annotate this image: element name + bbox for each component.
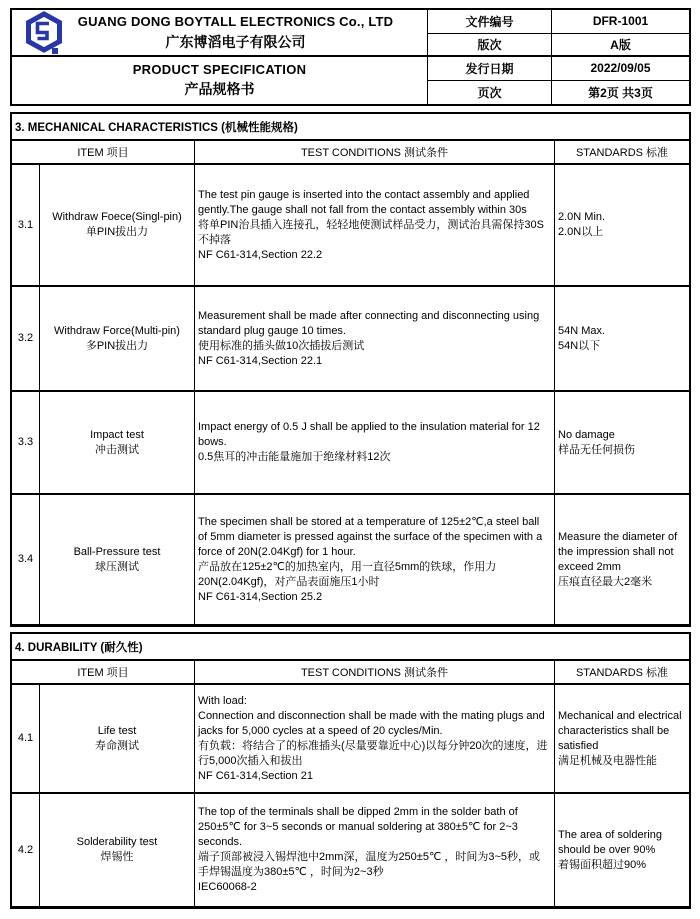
document-title-cell xyxy=(12,57,428,104)
company-name-block xyxy=(64,14,427,52)
item-name-en: Life test xyxy=(97,724,137,737)
item-name-en: Withdraw Force(Multi-pin) xyxy=(54,324,180,337)
condition-line: The test pin gauge is inserted into the contact assembly and applied gently.The gauge shall not fall from the contact assembly within 30s xyxy=(198,188,530,216)
row-number: 4.1 xyxy=(12,685,40,792)
item-name-cell xyxy=(40,495,195,624)
column-header-row xyxy=(12,661,689,685)
meta-label-page: 页次 xyxy=(428,81,552,105)
company-name-cn: 广东博滔电子有限公司 xyxy=(165,33,306,50)
condition-line: Measurement shall be made after connecting and disconnecting using standard plug gauge 10 times. xyxy=(198,309,540,337)
test-conditions-cell xyxy=(195,685,555,792)
item-name-cn: 冲击测试 xyxy=(95,443,139,456)
condition-line: 产品放在125±2℃的加热室内，用一直径5mm的铁球，作用力20N(2.04Kgf)，对产品表面施压1小时 xyxy=(198,560,497,588)
standard-line: The area of soldering should be over 90% xyxy=(558,828,662,856)
meta-value-doc-number: DFR-1001 xyxy=(552,10,689,34)
company-logo xyxy=(24,11,64,55)
condition-line: 将单PIN治具插入连接孔，轻轻地使测试样品受力，测试治具需保持30S不掉落 xyxy=(198,218,544,246)
standard-line: 样品无任何损伤 xyxy=(558,443,635,456)
condition-line: Connection and disconnection shall be made with the mating plugs and jacks for 5,000 cycles at a speed of 20 cycles/Min. xyxy=(198,709,545,737)
standard-line: 2.0N以上 xyxy=(558,226,604,238)
standard-line: 54N Max. xyxy=(558,324,606,337)
section-durability xyxy=(10,632,691,909)
meta-value-revision: A版 xyxy=(552,34,689,58)
standards-cell xyxy=(555,495,689,624)
standard-line: 54N以下 xyxy=(558,339,601,352)
table-row-4-1 xyxy=(12,685,689,794)
row-number: 4.2 xyxy=(12,794,40,906)
item-name-cell xyxy=(40,287,195,390)
item-name-en: Impact test xyxy=(90,428,144,441)
cube-logo-icon xyxy=(24,11,64,55)
row-number: 3.1 xyxy=(12,165,40,285)
column-header-standards: STANDARDS 标准 xyxy=(575,147,669,159)
standard-line: Mechanical and electrical characteristics shall be satisfied xyxy=(558,709,682,752)
condition-line: IEC60068-2 xyxy=(198,881,257,893)
standard-line: 2.0N Min. xyxy=(558,211,606,223)
item-name-en: Withdraw Foece(Singl-pin) xyxy=(52,211,182,223)
column-header-standards: STANDARDS 标准 xyxy=(575,667,669,679)
test-conditions-cell xyxy=(195,287,555,390)
test-conditions-cell xyxy=(195,392,555,493)
standards-cell xyxy=(555,685,689,792)
condition-line: 0.5焦耳的冲击能量施加于绝缘材料12次 xyxy=(198,451,391,463)
document-title-cn: 产品规格书 xyxy=(184,81,255,97)
standard-line: 压痕直径最大2毫米 xyxy=(558,575,653,588)
test-conditions-cell xyxy=(195,495,555,624)
section-title: 4. DURABILITY (耐久性) xyxy=(12,634,689,661)
test-conditions-cell xyxy=(195,165,555,285)
condition-line: Impact energy of 0.5 J shall be applied to the insulation material for 12 bows. xyxy=(198,421,540,448)
item-name-cell xyxy=(40,165,195,285)
item-name-cn: 球压测试 xyxy=(95,560,139,573)
table-row-3-4 xyxy=(12,495,689,624)
row-number: 3.3 xyxy=(12,392,40,493)
condition-line: With load: xyxy=(198,694,247,707)
row-number: 3.2 xyxy=(12,287,40,390)
standards-cell xyxy=(555,392,689,493)
condition-line: NF C61-314,Section 25.2 xyxy=(198,590,323,603)
section-mechanical-characteristics xyxy=(10,112,691,627)
item-name-en: Solderability test xyxy=(76,836,158,848)
section-title: 3. MECHANICAL CHARACTERISTICS (机械性能规格) xyxy=(12,114,689,141)
item-name-cn: 单PIN拔出力 xyxy=(85,226,149,238)
condition-line: NF C61-314,Section 21 xyxy=(198,769,313,782)
item-name-cn: 寿命测试 xyxy=(95,739,139,752)
company-name-en: GUANG DONG BOYTALL ELECTRONICS Co., LTD xyxy=(77,13,394,29)
meta-label-doc-number: 文件编号 xyxy=(428,10,552,34)
row-number: 3.4 xyxy=(12,495,40,624)
table-row-3-3 xyxy=(12,392,689,495)
column-header-conditions: TEST CONDITIONS 测试条件 xyxy=(195,141,555,163)
item-name-cell xyxy=(40,685,195,792)
meta-label-issue-date: 发行日期 xyxy=(428,57,552,81)
table-row-4-2 xyxy=(12,794,689,906)
standard-line: 着锡面积超过90% xyxy=(558,858,647,871)
table-row-3-2 xyxy=(12,287,689,392)
condition-line: NF C61-314,Section 22.2 xyxy=(198,248,323,261)
document-title-en: PRODUCT SPECIFICATION xyxy=(132,62,307,77)
meta-value-issue-date: 2022/09/05 xyxy=(552,57,689,81)
item-name-cell xyxy=(40,392,195,493)
item-name-cn: 焊锡性 xyxy=(100,851,134,863)
column-header-item: ITEM 项目 xyxy=(12,141,195,163)
item-name-cn: 多PIN拔出力 xyxy=(85,339,149,352)
condition-line: The specimen shall be stored at a temperature of 125±2℃,a steel ball of 5mm diameter is pressed against the surface of the specimen with a force of 20N(2.04Kgf) for 1 hour. xyxy=(198,515,543,558)
standard-line: 满足机械及电器性能 xyxy=(558,754,657,767)
condition-line: The top of the terminals shall be dipped 2mm in the solder bath of 250±5℃ for 3~5 seconds or manual soldering at 380±5℃ for 2~3 seconds. xyxy=(198,806,518,848)
meta-label-revision: 版次 xyxy=(428,34,552,58)
column-header-conditions: TEST CONDITIONS 测试条件 xyxy=(195,661,555,683)
document-header-table xyxy=(10,8,691,106)
standards-cell xyxy=(555,165,689,285)
standards-cell xyxy=(555,287,689,390)
condition-line: 使用标准的插头做10次插拔后测试 xyxy=(198,339,365,352)
test-conditions-cell xyxy=(195,794,555,906)
condition-line: NF C61-314,Section 22.1 xyxy=(198,354,323,367)
company-header-cell xyxy=(12,10,428,57)
standards-cell xyxy=(555,794,689,906)
meta-value-page: 第2页 共3页 xyxy=(588,85,653,100)
standard-line: Measure the diameter of the impression shall not exceed 2mm xyxy=(558,530,678,573)
item-name-cell xyxy=(40,794,195,906)
item-name-en: Ball-Pressure test xyxy=(73,545,161,558)
condition-line: 端子顶部被浸入锡焊池中2mm深，温度为250±5℃ ，时间为3~5秒，或手焊锡温度为380±5℃ ，时间为2~3秒 xyxy=(198,851,541,878)
standard-line: No damage xyxy=(558,428,615,441)
table-row-3-1 xyxy=(12,165,689,287)
column-header-item: ITEM 项目 xyxy=(12,661,195,683)
condition-line: 有负载：将结合了的标准插头(尽量要靠近中心)以每分钟20次的速度，进行5,000次插入和拔出 xyxy=(198,739,548,767)
column-header-row xyxy=(12,141,689,165)
